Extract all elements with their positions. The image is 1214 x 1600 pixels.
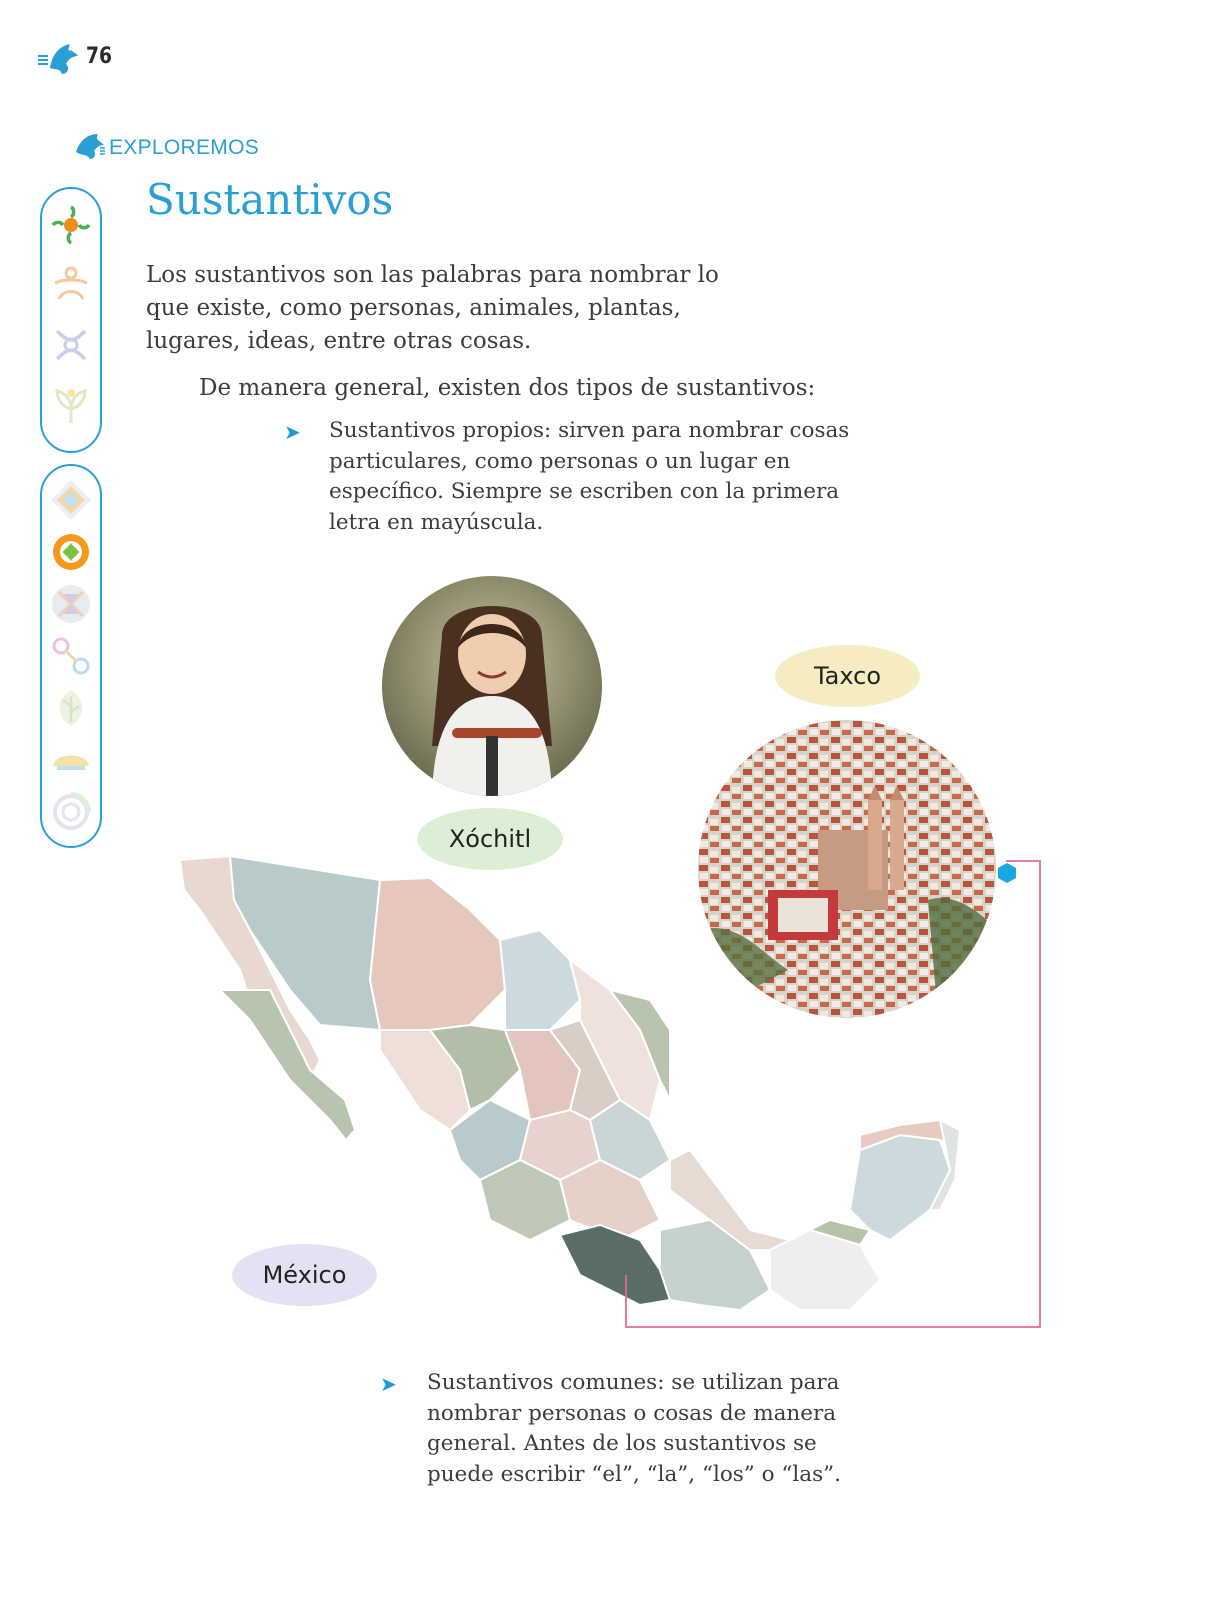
label-xochitl: Xóchitl xyxy=(417,808,563,870)
photo-taxco-city xyxy=(698,720,996,1018)
intro-paragraph: Los sustantivos son las palabras para nombrar lo que existe, como personas, animales, plantas, lugares, ideas, entre otras cosas. xyxy=(146,262,719,354)
label-taxco: Taxco xyxy=(775,645,920,707)
chain-icon xyxy=(49,634,93,678)
section-label: EXPLOREMOS xyxy=(109,136,260,159)
bullet-arrow-icon: ➤ xyxy=(380,1372,397,1396)
link-icon xyxy=(49,323,93,367)
hummingbird-icon xyxy=(74,132,106,160)
bullet-arrow-icon: ➤ xyxy=(284,420,301,444)
page-title: Sustantivos xyxy=(146,175,394,224)
people-icon xyxy=(49,263,93,307)
page-number: 76 xyxy=(86,44,113,69)
turtle-icon xyxy=(49,738,93,782)
hourglass-icon xyxy=(49,582,93,626)
cycle-icon xyxy=(49,790,93,834)
lead-paragraph: De manera general, existen dos tipos de sustantivos: xyxy=(199,375,816,401)
photo-girl-xochitl xyxy=(382,576,602,796)
diamond-icon xyxy=(49,478,93,522)
leaf-icon xyxy=(49,686,93,730)
list-item-common-nouns: Sustantivos comunes: se utilizan para nombrar personas o cosas de manera general. Antes de los sustantivos se puede escribir “el”, “la”, “los” o “las”. xyxy=(427,1370,841,1487)
flower-icon xyxy=(49,203,93,247)
list-item-proper-nouns: Sustantivos propios: sirven para nombrar cosas particulares, como personas o un lugar en específico. Siempre se escriben con la primera letra en mayúscula. xyxy=(329,418,850,535)
label-mexico: México xyxy=(232,1244,377,1306)
connector-dot-icon xyxy=(996,862,1018,884)
target-icon xyxy=(49,530,93,574)
plant-icon xyxy=(49,383,93,427)
sidebar-group-top xyxy=(40,187,102,453)
hummingbird-logo-icon xyxy=(36,40,80,76)
sidebar-group-bottom xyxy=(40,464,102,848)
